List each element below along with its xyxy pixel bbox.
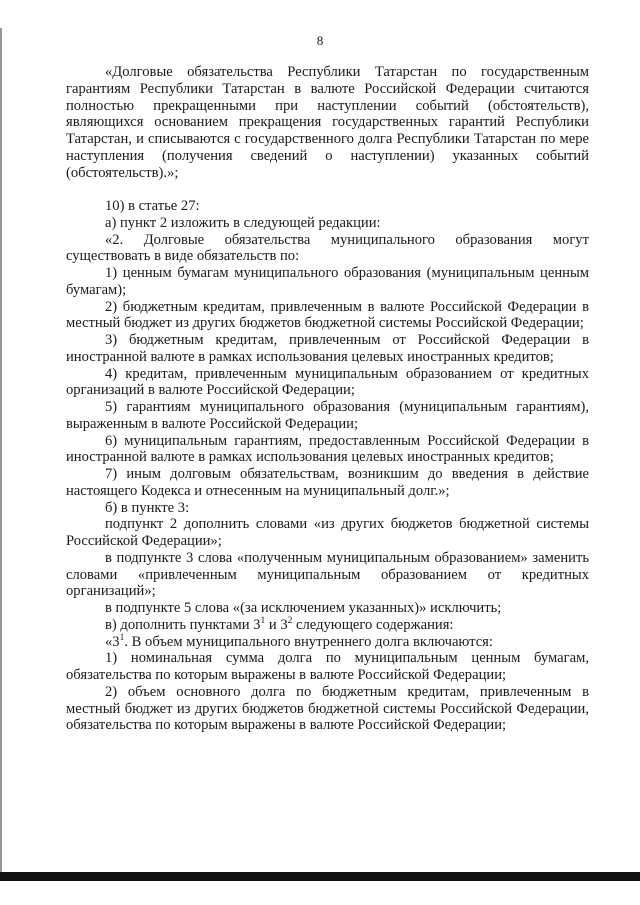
paragraph: в подпункте 3 слова «полученным муниципальным образованием» заменить словами «привлеченным муниципальным образованием от кредитных организаций»; (66, 549, 589, 600)
paragraph: «Долговые обязательства Республики Татарстан по государственным гарантиям Республики Татарстан в валюте Российской Федерации считаются полностью прекращенными при наступлении событий (обстоятельств), являющихся основанием прекращения государственных гарантий Республики Татарстан, и списываются с государственного долга Республики Татарстан по мере наступления (получения сведений о наступлении) указанных событий (обстоятельств).»; (66, 64, 589, 181)
list-item: 5) гарантиям муниципального образования (муниципальным гарантиям), выраженным в валюте Российской Федерации; (66, 399, 589, 432)
list-item: 2) бюджетным кредитам, привлеченным в валюте Российской Федерации в местный бюджет из других бюджетов бюджетной системы Российской Федерации; (66, 298, 589, 332)
list-item: 4) кредитам, привлеченным муниципальным образованием от кредитных организаций в валюте Российской Федерации; (66, 365, 589, 399)
paragraph (66, 617, 589, 634)
list-item: 1) номинальная сумма долга по муниципальным ценным бумагам, обязательства по которым выражены в валюте Российской Федерации; (66, 650, 589, 683)
list-item: 1) ценным бумагам муниципального образования (муниципальным ценным бумагам); (66, 265, 589, 298)
paragraph-text: «3 (105, 633, 120, 650)
paragraph-text: . В объем муниципального внутреннего долга включаются: (124, 633, 493, 650)
paragraph-text: в) дополнить пунктами 3 (105, 616, 261, 633)
paragraph-text: следующего содержания: (292, 616, 454, 633)
page-number: 8 (316, 33, 324, 48)
superscript: 2 (287, 615, 293, 626)
paragraph: подпункт 2 дополнить словами «из других бюджетов бюджетной системы Российской Федерации»; (66, 516, 589, 549)
paragraph: а) пункт 2 изложить в следующей редакции: (105, 214, 381, 231)
list-item: 7) иным долговым обязательствам, возникшим до введения в действие настоящего Кодекса и отнесенным на муниципальный долг.»; (66, 466, 589, 499)
paragraph-text: и 3 (265, 616, 288, 633)
superscript: 1 (119, 632, 125, 643)
paragraph: в подпункте 5 слова «(за исключением указанных)» исключить; (105, 600, 502, 616)
document-body (66, 64, 589, 734)
paragraph (66, 634, 589, 651)
scan-bottom-border (0, 872, 640, 881)
paragraph: 10) в статье 27: (105, 198, 200, 214)
paragraph: «2. Долговые обязательства муниципального образования могут существовать в виде обязательств по: (66, 231, 589, 265)
paragraph-gap (66, 181, 589, 198)
list-item: 3) бюджетным кредитам, привлеченным от Российской Федерации в иностранной валюте в рамках использования целевых иностранных кредитов; (66, 332, 589, 365)
superscript: 1 (260, 615, 266, 626)
scan-left-edge (0, 28, 2, 872)
paragraph: б) в пункте 3: (105, 499, 190, 516)
list-item: 2) объем основного долга по бюджетным кредитам, привлеченным в местный бюджет из других бюджетов бюджетной системы Российской Федерации, обязательства по которым выражены в валюте Российской Федерации; (66, 683, 589, 734)
list-item: 6) муниципальным гарантиям, предоставленным Российской Федерации в иностранной валюте в рамках использования целевых иностранных кредитов; (66, 432, 589, 466)
